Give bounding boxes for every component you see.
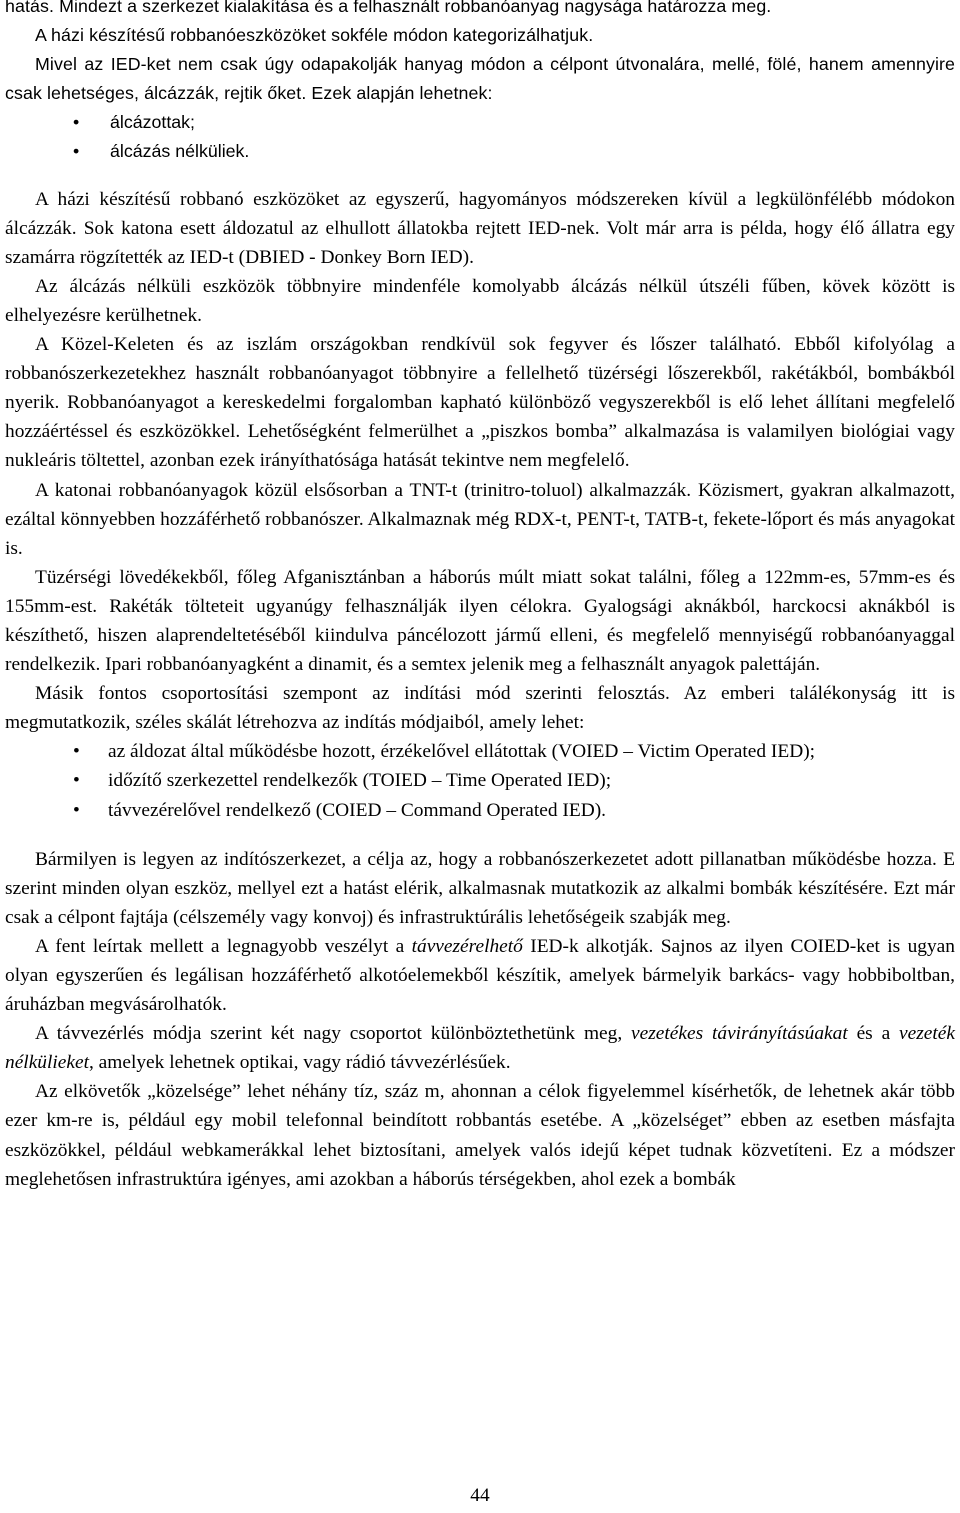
paragraph-camouflage: A házi készítésű robbanó eszközöket az egyszerű, hagyományos módszereken kívül a legkülönfélébb módokon álcázzák. Sok katona esett áldozatul az elhullott állatokba rejtett IED-nek. Volt már arra is példa, hogy élő állatra egy szamárra rögzítették az IED-t (DBIED - Donkey Born IED).	[5, 188, 955, 268]
bullet-icon: •	[73, 112, 80, 133]
list-item-text: az áldozat által működésbe hozott, érzékelővel ellátottak (VOIED – Victim Operated IED);	[108, 741, 816, 763]
emphasis-text: vezetékes távirányításúakat	[631, 1023, 848, 1045]
spacer	[5, 167, 955, 185]
bullet-icon: •	[73, 799, 80, 821]
emphasis-text: vezeték nélkülieket	[5, 1023, 955, 1074]
text-run: IED-k alkotják. Sajnos az ilyen COIED-ket is ugyan olyan egyszerűen és legálisan hozzáférhető alkotóelemekből készítik, amelyek bármelyik barkács- vagy hobbiboltban, áruházban megvásárolhatók.	[5, 935, 955, 1016]
list-item-text: távvezérelővel rendelkező (COIED – Command Operated IED).	[108, 799, 607, 821]
intro-line-2: A házi készítésű robbanóeszközöket sokféle módon kategorizálhatjuk.	[35, 25, 594, 46]
emphasis-text: távvezérelhető	[411, 935, 523, 957]
paragraph-triggering: Másik fontos csoportosítási szempont az indítási mód szerinti felosztás. Az emberi találékonyság itt is megmutatkozik, széles skálát létrehozva az indítás módjaiból, amely lehet:	[5, 683, 955, 734]
paragraph-trigger-purpose: Bármilyen is legyen az indítószerkezet, a célja az, hogy a robbanószerkezetet adott pillanatban működésbe hozza. E szerint minden olyan eszköz, mellyel ezt a hatást elérik, alkalmasnak mutatkozik az alkalmi bombák készítésére. Ezt már csak a célpont fajtája (célszemély vagy konvoj) és infrastruktúrális lehetőségeik szabják meg.	[5, 848, 955, 928]
trigger-type-list	[5, 737, 955, 824]
paragraph-military-explosives: A katonai robbanóanyagok közül elsősorban a TNT-t (trinitro-toluol) alkalmazzák. Közismert, gyakran alkalmazott, ezáltal könnyebben hozzáférhető robbanószer. Alkalmaznak még RDX-t, PENT-t, TATB-t, fekete-lőport és más anyagokat is.	[5, 479, 955, 559]
text-run: A távvezérlés módja szerint két nagy csoportot különböztethetünk meg,	[35, 1023, 632, 1045]
bullet-icon: •	[73, 741, 80, 763]
list-item	[5, 766, 951, 795]
paragraph-explosives-source: A Közel-Keleten és az iszlám országokban rendkívül sok fegyver és lőszer található. Ebből kifolyólag a robbanószerkezetekhez használt robbanóanyagot többnyire a fellelhető tüzérségi lőszerekből, rakétákból, bombákból nyerik. Robbanóanyagot a kereskedelmi forgalomban kapható különböző vegyszerekből is elő lehet állítani megfelelő hozzáértéssel és eszközökkel. Lehetőségként felmerülhet a „piszkos bomba” alkalmazása is valamilyen biológiai vagy nukleáris töltettel, azonban ezek irányíthatósága hatását tekintve nem megfelelő.	[5, 334, 955, 472]
list-item-text: álcázottak;	[110, 112, 195, 133]
paragraph-remote-types	[5, 1019, 955, 1077]
text-run: A fent leírtak mellett a legnagyobb veszélyt a	[35, 935, 412, 957]
intro-paragraph: Mivel az IED-ket nem csak úgy odapakolják hanyag módon a célpont útvonalára, mellé, fölé, hanem amennyire csak lehetséges, álcázzák, rejtik őket. Ezek alapján lehetnek:	[5, 54, 955, 104]
list-item-text: álcázás nélküliek.	[110, 141, 250, 162]
paragraph-proximity: Az elkövetők „közelsége” lehet néhány tíz, száz m, ahonnan a célok figyelemmel kísérhetők, de lehetnek akár több ezer km-re is, például egy mobil telefonnal beindított robbantás esetébe. A „közelséget” ebben az esetben másfajta eszközökkel, például webkamerákkal lehet biztosítani, amelyek valós idejű képet tudnak közvetíteni. Ez a módszer meglehetősen infrastruktúra igényes, ami azokban a háborús térségekben, ahol ezek a bombák	[5, 1081, 955, 1190]
list-item	[5, 796, 951, 825]
intro-line-1: hatás. Mindezt a szerkezet kialakítása és a felhasznált robbanóanyag nagysága határozza meg.	[5, 0, 772, 16]
list-item	[5, 737, 951, 766]
list-item	[5, 137, 955, 166]
paragraph-artillery: Tüzérségi lövedékekből, főleg Afganisztánban a háborús múlt miatt sokat találni, főleg a 122mm-es, 57mm-es és 155mm-est. Rakéták tölteteit ugyanúgy felhasználják ilyen célokra. Gyalogsági aknákból, harckocsi aknákból is készíthető, hiszen alaprendeltetéséből kiindulva páncélozott jármű elleni, és megfelelő mennyiségű robbanóanyaggal rendelkezik. Ipari robbanóanyagként a dinamit, és a semtex jelenik meg a felhasznált anyagok palettáján.	[5, 566, 955, 676]
bullet-icon: •	[73, 770, 80, 792]
bullet-icon: •	[73, 141, 80, 162]
list-item	[5, 108, 955, 137]
page-number: 44	[470, 1485, 490, 1506]
paragraph-no-camouflage: Az álcázás nélküli eszközök többnyire mindenféle komolyabb álcázás nélkül útszéli fűben, kövek között is elhelyezésre kerülhetnek.	[5, 275, 955, 326]
paragraph-remote-danger	[5, 932, 955, 1019]
text-run: , amelyek lehetnek optikai, vagy rádió távvezérlésűek.	[88, 1052, 511, 1074]
text-run: és a	[847, 1023, 900, 1045]
page-content	[5, 0, 955, 1194]
camouflage-list	[5, 108, 955, 166]
list-item-text: időzítő szerkezettel rendelkezők (TOIED – Time Operated IED);	[108, 770, 612, 792]
